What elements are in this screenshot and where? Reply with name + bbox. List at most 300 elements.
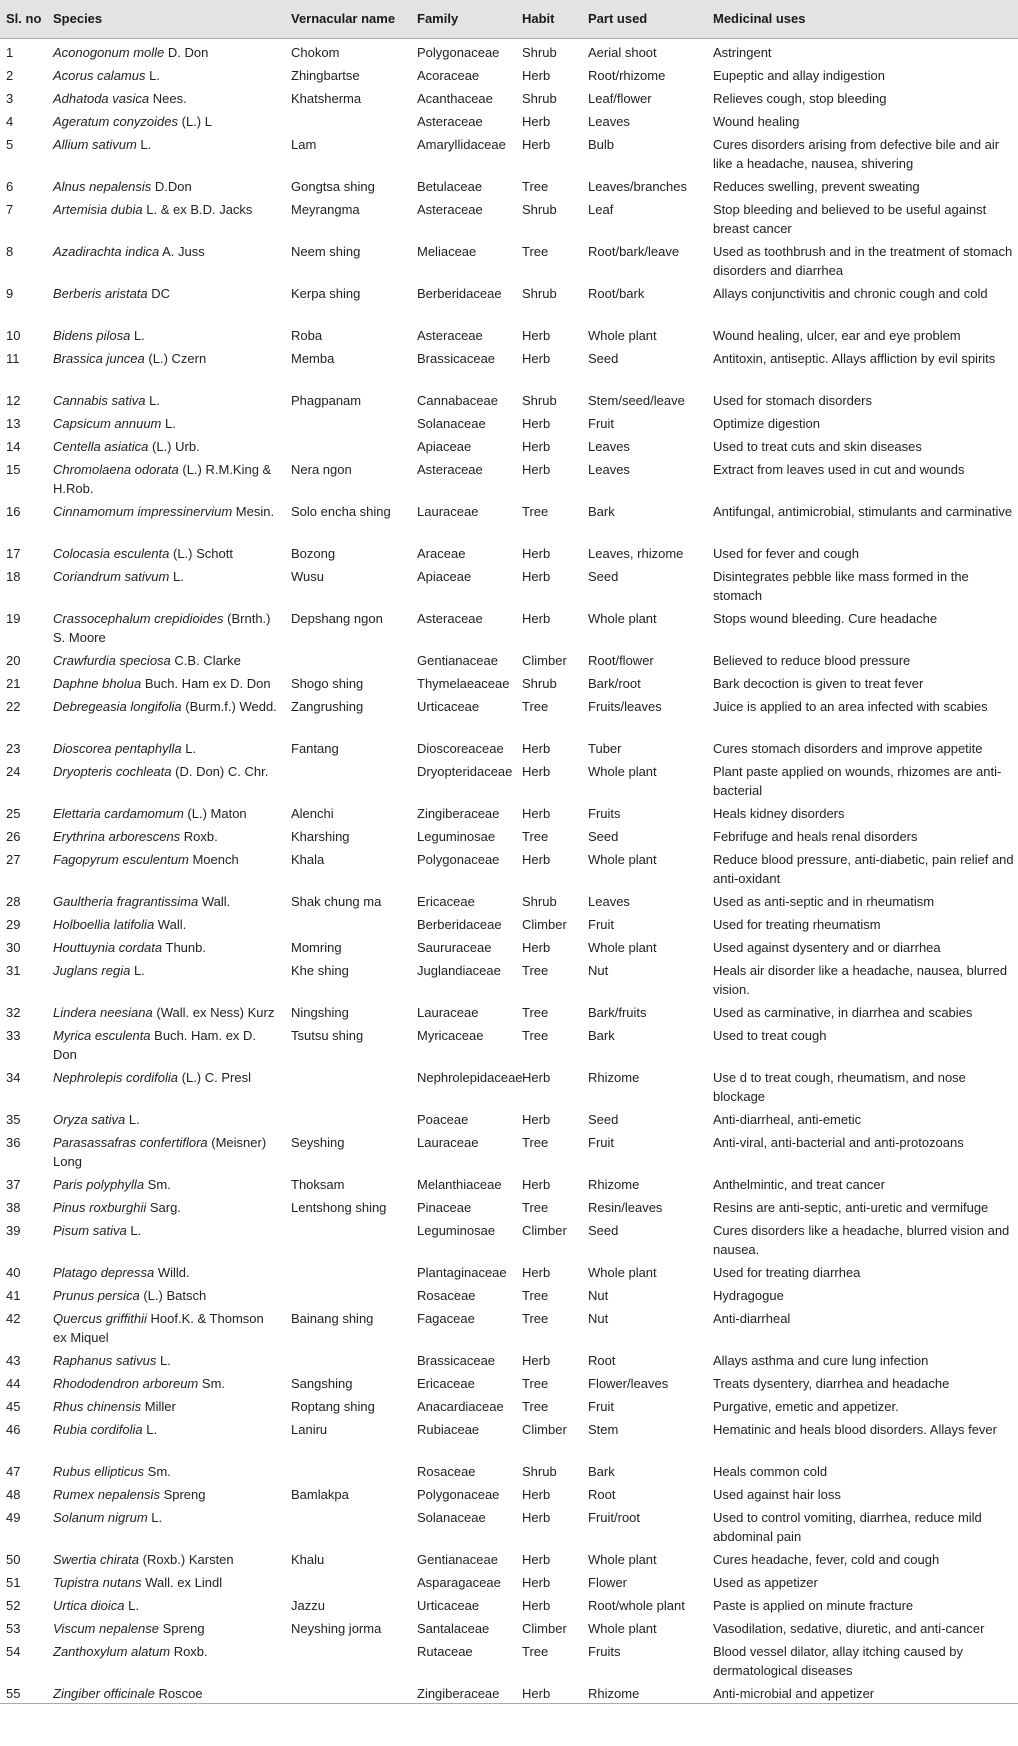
sl-no-cell: 1 (6, 44, 14, 60)
family-cell: Ericaceae (417, 893, 475, 909)
table-row (0, 62, 1018, 85)
header-sl-no: Sl. no (0, 0, 47, 38)
table-row (0, 1171, 1018, 1194)
part-used-cell: Rhizome (588, 1176, 640, 1192)
family-cell: Rosaceae (417, 1287, 476, 1303)
species-authority: Roscoe (158, 1685, 203, 1701)
sl-no-cell: 26 (6, 828, 21, 844)
species-authority: Thunb. (165, 939, 206, 955)
table-row (0, 1347, 1018, 1370)
part-used-cell: Seed (588, 828, 619, 844)
species-authority: Sm. (201, 1375, 226, 1391)
table-row (0, 888, 1018, 911)
habit-cell: Herb (522, 1597, 551, 1613)
vernacular-name-cell: Seyshing (291, 1134, 345, 1150)
habit-cell: Tree (522, 1375, 549, 1391)
family-cell: Fagaceae (417, 1310, 475, 1326)
sl-no-cell: 5 (6, 136, 14, 152)
species-authority: (L.) R.M.King & H.Rob. (53, 461, 272, 496)
species-authority: Wall. (201, 893, 231, 909)
sl-no-cell: 28 (6, 893, 21, 909)
family-cell: Araceae (417, 545, 466, 561)
medicinal-uses-cell: Antitoxin, antiseptic. Allays affliction by evil spirits (713, 350, 996, 366)
medicinal-uses-cell: Heals air disorder like a headache, nausea, blurred vision. (713, 962, 1008, 997)
vernacular-name-cell: Zangrushing (291, 698, 364, 714)
vernacular-name-cell (285, 1106, 411, 1129)
header-part-used: Part used (582, 0, 707, 38)
table-row (0, 846, 1018, 888)
vernacular-name-cell (285, 647, 411, 670)
family-cell: Melanthiaceae (417, 1176, 502, 1192)
species-name: Rubia cordifolia (53, 1421, 143, 1437)
medicinal-uses-cell: Anti-diarrheal (713, 1310, 791, 1326)
part-used-cell: Leaves (588, 438, 630, 454)
sl-no-cell: 14 (6, 438, 21, 454)
sl-no-cell: 45 (6, 1398, 21, 1414)
species-name: Pinus roxburghii (53, 1199, 147, 1215)
habit-cell: Herb (522, 415, 551, 431)
family-cell: Meliaceae (417, 243, 477, 259)
vernacular-name-cell: Chokom (291, 44, 340, 60)
part-used-cell: Fruits (588, 805, 621, 821)
table-row (0, 605, 1018, 647)
species-name: Solanum nigrum (53, 1509, 148, 1525)
habit-cell: Herb (522, 1352, 551, 1368)
medicinal-uses-cell: Plant paste applied on wounds, rhizomes are anti-bacterial (713, 763, 1002, 798)
table-row (0, 498, 1018, 540)
species-authority: L. (151, 1509, 163, 1525)
sl-no-cell: 31 (6, 962, 21, 978)
vernacular-name-cell: Khatsherma (291, 90, 362, 106)
part-used-cell: Fruit (588, 1134, 614, 1150)
species-name: Zanthoxylum alatum (53, 1643, 171, 1659)
part-used-cell: Rhizome (588, 1069, 640, 1085)
species-authority: L. (140, 136, 152, 152)
table-row (0, 693, 1018, 735)
vernacular-name-cell: Roba (291, 327, 323, 343)
species-cell (47, 1282, 285, 1305)
species-name: Nephrolepis cordifolia (53, 1069, 179, 1085)
species-name: Holboellia latifolia (53, 916, 155, 932)
species-cell (47, 108, 285, 131)
part-used-cell: Seed (588, 568, 619, 584)
habit-cell: Shrub (522, 1463, 557, 1479)
species-authority: (Burm.f.) Wedd. (185, 698, 277, 714)
habit-cell: Shrub (522, 285, 557, 301)
sl-no-cell: 20 (6, 652, 21, 668)
table-row (0, 85, 1018, 108)
table-row (0, 1546, 1018, 1569)
family-cell: Asteraceae (417, 610, 483, 626)
sl-no-cell: 10 (6, 327, 21, 343)
species-name: Crawfurdia speciosa (53, 652, 171, 668)
sl-no-cell: 2 (6, 67, 14, 83)
family-cell: Brassicaceae (417, 1352, 496, 1368)
family-cell: Leguminosae (417, 828, 496, 844)
species-authority: L. (130, 1222, 142, 1238)
family-cell: Poaceae (417, 1111, 469, 1127)
vernacular-name-cell (285, 433, 411, 456)
species-name: Tupistra nutans (53, 1574, 142, 1590)
part-used-cell: Root/bark (588, 285, 645, 301)
family-cell: Betulaceae (417, 178, 483, 194)
species-name: Centella asiatica (53, 438, 149, 454)
table-row (0, 1217, 1018, 1259)
family-cell: Dioscoreaceae (417, 740, 504, 756)
species-cell (47, 647, 285, 670)
part-used-cell: Stem (588, 1421, 619, 1437)
species-name: Dryopteris cochleata (53, 763, 172, 779)
family-cell: Lauraceae (417, 1134, 479, 1150)
sl-no-cell: 36 (6, 1134, 21, 1150)
sl-no-cell: 37 (6, 1176, 21, 1192)
habit-cell: Herb (522, 568, 551, 584)
species-authority: Mesin. (235, 503, 275, 519)
part-used-cell: Tuber (588, 740, 622, 756)
species-cell (47, 85, 285, 108)
species-name: Rhododendron arboreum (53, 1375, 199, 1391)
vernacular-name-cell (285, 1638, 411, 1680)
habit-cell: Herb (522, 1069, 551, 1085)
table-row (0, 735, 1018, 758)
habit-cell: Tree (522, 1287, 549, 1303)
species-authority: L. & ex B.D. Jacks (146, 201, 253, 217)
part-used-cell: Stem/seed/leave (588, 392, 685, 408)
species-cell (47, 1393, 285, 1416)
vernacular-name-cell: Lentshong shing (291, 1199, 387, 1215)
part-used-cell: Leaves (588, 893, 630, 909)
medicinal-uses-cell: Vasodilation, sedative, diuretic, and anti-cancer (713, 1620, 985, 1636)
family-cell: Solanaceae (417, 415, 486, 431)
sl-no-cell: 41 (6, 1287, 21, 1303)
species-authority: Sm. (147, 1463, 171, 1479)
family-cell: Nephrolepidaceae (417, 1069, 523, 1085)
habit-cell: Herb (522, 851, 551, 867)
species-name: Elettaria cardamomum (53, 805, 184, 821)
sl-no-cell: 29 (6, 916, 21, 932)
part-used-cell: Fruit/root (588, 1509, 641, 1525)
medicinal-uses-cell: Stop bleeding and believed to be useful against breast cancer (713, 201, 987, 236)
species-name: Aconogonum molle (53, 44, 165, 60)
species-cell (47, 410, 285, 433)
sl-no-cell: 16 (6, 503, 21, 519)
species-name: Quercus griffithii (53, 1310, 147, 1326)
table-row (0, 934, 1018, 957)
species-cell (47, 999, 285, 1022)
species-name: Paris polyphylla (53, 1176, 145, 1192)
sl-no-cell: 51 (6, 1574, 21, 1590)
species-authority: L. (128, 1111, 140, 1127)
part-used-cell: Nut (588, 1287, 609, 1303)
vernacular-name-cell: Solo encha shing (291, 503, 391, 519)
medicinal-uses-cell: Anthelmintic, and treat cancer (713, 1176, 885, 1192)
medicinal-uses-cell: Allays asthma and cure lung infection (713, 1352, 929, 1368)
species-cell (47, 1458, 285, 1481)
table-row (0, 1305, 1018, 1347)
family-cell: Solanaceae (417, 1509, 486, 1525)
sl-no-cell: 4 (6, 113, 14, 129)
medicinal-uses-cell: Optimize digestion (713, 415, 820, 431)
species-authority: L. (133, 327, 145, 343)
vernacular-name-cell (285, 1347, 411, 1370)
species-cell (47, 1022, 285, 1064)
habit-cell: Tree (522, 503, 549, 519)
medicinal-uses-cell: Used as toothbrush and in the treatment of stomach disorders and diarrhea (713, 243, 1013, 278)
species-authority: L. (185, 740, 197, 756)
species-cell (47, 1305, 285, 1347)
species-name: Artemisia dubia (53, 201, 143, 217)
table-row (0, 999, 1018, 1022)
medicinal-uses-cell: Disintegrates pebble like mass formed in the stomach (713, 568, 969, 603)
medicinal-uses-cell: Juice is applied to an area infected with scabies (713, 698, 988, 714)
family-cell: Amaryllidaceae (417, 136, 506, 152)
habit-cell: Tree (522, 1134, 549, 1150)
sl-no-cell: 46 (6, 1421, 21, 1437)
table-row (0, 345, 1018, 387)
header-family: Family (411, 0, 516, 38)
species-name: Raphanus sativus (53, 1352, 157, 1368)
sl-no-cell: 3 (6, 90, 14, 106)
medicinal-uses-cell: Use d to treat cough, rheumatism, and nose blockage (713, 1069, 966, 1104)
sl-no-cell: 21 (6, 675, 21, 691)
species-cell (47, 498, 285, 540)
species-authority: Willd. (157, 1264, 190, 1280)
medicinal-uses-cell: Antifungal, antimicrobial, stimulants and carminative (713, 503, 1013, 519)
species-cell (47, 456, 285, 498)
species-authority: Spreng (163, 1486, 206, 1502)
species-cell (47, 1194, 285, 1217)
habit-cell: Herb (522, 113, 551, 129)
sl-no-cell: 13 (6, 415, 21, 431)
family-cell: Rosaceae (417, 1463, 476, 1479)
habit-cell: Shrub (522, 893, 557, 909)
vernacular-name-cell (285, 1458, 411, 1481)
table-row (0, 647, 1018, 670)
family-cell: Asteraceae (417, 113, 483, 129)
table-row (0, 196, 1018, 238)
part-used-cell: Flower/leaves (588, 1375, 669, 1391)
vernacular-name-cell: Shak chung ma (291, 893, 382, 909)
family-cell: Acanthaceae (417, 90, 493, 106)
part-used-cell: Fruits (588, 1643, 621, 1659)
species-cell (47, 563, 285, 605)
species-cell (47, 1064, 285, 1106)
vernacular-name-cell (285, 1259, 411, 1282)
medicinal-uses-cell: Treats dysentery, diarrhea and headache (713, 1375, 950, 1391)
family-cell: Lauraceae (417, 1004, 479, 1020)
part-used-cell: Root/whole plant (588, 1597, 685, 1613)
species-authority: (L.) Batsch (143, 1287, 207, 1303)
table-row (0, 823, 1018, 846)
part-used-cell: Flower (588, 1574, 628, 1590)
species-name: Houttuynia cordata (53, 939, 163, 955)
medicinal-uses-cell: Used to treat cuts and skin diseases (713, 438, 922, 454)
medicinal-uses-cell: Reduces swelling, prevent sweating (713, 178, 920, 194)
vernacular-name-cell: Kerpa shing (291, 285, 361, 301)
medicinal-uses-cell: Heals common cold (713, 1463, 828, 1479)
species-cell (47, 670, 285, 693)
sl-no-cell: 53 (6, 1620, 21, 1636)
species-name: Colocasia esculenta (53, 545, 170, 561)
medicinal-uses-cell: Cures disorders arising from defective bile and air like a headache, nausea, shivering (713, 136, 1000, 171)
species-name: Myrica esculenta (53, 1027, 151, 1043)
species-name: Zingiber officinale (53, 1685, 155, 1701)
family-cell: Rubiaceae (417, 1421, 480, 1437)
species-authority: Roxb. (173, 1643, 208, 1659)
table-row (0, 1064, 1018, 1106)
sl-no-cell: 12 (6, 392, 21, 408)
species-authority: Sarg. (149, 1199, 181, 1215)
part-used-cell: Leaf/flower (588, 90, 652, 106)
vernacular-name-cell: Laniru (291, 1421, 328, 1437)
part-used-cell: Resin/leaves (588, 1199, 663, 1215)
sl-no-cell: 55 (0, 1680, 47, 1704)
habit-cell: Herb (522, 1111, 551, 1127)
medicinal-uses-cell: Stops wound bleeding. Cure headache (713, 610, 938, 626)
habit-cell: Climber (522, 1421, 567, 1437)
species-cell (47, 1171, 285, 1194)
medicinal-uses-cell: Wound healing, ulcer, ear and eye problem (713, 327, 961, 343)
species-cell (47, 38, 285, 62)
habit-cell: Tree (522, 828, 549, 844)
medicinal-uses-cell: Relieves cough, stop bleeding (713, 90, 887, 106)
part-used-cell: Leaf (588, 201, 614, 217)
table-row (0, 322, 1018, 345)
species-authority: Wall. ex Lindl (145, 1574, 223, 1590)
sl-no-cell: 18 (6, 568, 21, 584)
vernacular-name-cell: Roptang shing (291, 1398, 375, 1414)
sl-no-cell: 40 (6, 1264, 21, 1280)
species-authority: Sm. (147, 1176, 171, 1192)
table-row (0, 1481, 1018, 1504)
species-authority: (L.) Schott (172, 545, 233, 561)
sl-no-cell: 32 (6, 1004, 21, 1020)
part-used-cell: Aerial shoot (588, 44, 657, 60)
family-cell: Apiaceae (417, 438, 472, 454)
vernacular-name-cell: Momring (291, 939, 342, 955)
table-row (0, 1615, 1018, 1638)
species-cell (47, 605, 285, 647)
vernacular-name-cell: Tsutsu shing (291, 1027, 364, 1043)
habit-cell: Herb (522, 939, 551, 955)
table-row (0, 238, 1018, 280)
part-used-cell: Bark (588, 1463, 615, 1479)
table-row (0, 1129, 1018, 1171)
vernacular-name-cell: Fantang (291, 740, 339, 756)
medicinal-uses-cell: Paste is applied on minute fracture (713, 1597, 914, 1613)
species-cell (47, 345, 285, 387)
habit-cell: Tree (522, 1643, 549, 1659)
family-cell: Asteraceae (417, 461, 483, 477)
sl-no-cell: 17 (6, 545, 21, 561)
species-name: Bidens pilosa (53, 327, 131, 343)
species-authority: (Brnth.) S. Moore (53, 610, 271, 645)
vernacular-name-cell: Neyshing jorma (291, 1620, 382, 1636)
vernacular-name-cell: Thoksam (291, 1176, 345, 1192)
species-authority: DC (151, 285, 171, 301)
species-name: Coriandrum sativum (53, 568, 170, 584)
species-authority: Buch. Ham. ex D. Don (53, 1027, 257, 1062)
species-authority: Wall. (157, 916, 187, 932)
part-used-cell: Bark/fruits (588, 1004, 647, 1020)
table-row (0, 1592, 1018, 1615)
species-authority: (L.) Czern (148, 350, 207, 366)
vernacular-name-cell (285, 108, 411, 131)
medicinal-uses-cell: Anti-diarrheal, anti-emetic (713, 1111, 862, 1127)
vernacular-name-cell (285, 1217, 411, 1259)
species-cell (47, 131, 285, 173)
vernacular-name-cell: Gongtsa shing (291, 178, 375, 194)
family-cell: Asparagaceae (417, 1574, 501, 1590)
habit-cell: Herb (522, 1574, 551, 1590)
species-authority: Buch. Ham ex D. Don (144, 675, 271, 691)
medicinal-uses-cell: Believed to reduce blood pressure (713, 652, 911, 668)
vernacular-name-cell: Nera ngon (291, 461, 352, 477)
medicinal-uses-cell: Astringent (713, 44, 772, 60)
species-authority: D. Don (167, 44, 209, 60)
medicinal-uses-cell: Cures headache, fever, cold and cough (713, 1551, 940, 1567)
species-name: Rhus chinensis (53, 1398, 142, 1414)
family-cell: Juglandiaceae (417, 962, 501, 978)
medicinal-uses-cell: Resins are anti-septic, anti-uretic and vermifuge (713, 1199, 989, 1215)
medicinal-uses-cell: Bark decoction is given to treat fever (713, 675, 924, 691)
sl-no-cell: 24 (6, 763, 21, 779)
sl-no-cell: 6 (6, 178, 14, 194)
family-cell: Polygonaceae (417, 851, 500, 867)
sl-no-cell: 9 (6, 285, 14, 301)
table-row (0, 1458, 1018, 1481)
species-authority: (Wall. ex Ness) Kurz (156, 1004, 275, 1020)
medicinal-uses-cell: Wound healing (713, 113, 800, 129)
medicinal-uses-cell: Used to treat cough (713, 1027, 827, 1043)
species-name: Crassocephalum crepidioides (53, 610, 224, 626)
table-row (0, 1680, 1018, 1704)
family-cell: Ericaceae (417, 1375, 475, 1391)
species-cell (47, 1347, 285, 1370)
sl-no-cell: 38 (6, 1199, 21, 1215)
header-medicinal-uses: Medicinal uses (707, 0, 1018, 38)
sl-no-cell: 27 (6, 851, 21, 867)
species-authority: L. (146, 1421, 158, 1437)
species-cell (47, 1481, 285, 1504)
sl-no-cell: 25 (6, 805, 21, 821)
part-used-cell: Rhizome (582, 1680, 707, 1704)
vernacular-name-cell: Ningshing (291, 1004, 349, 1020)
table-row (0, 1393, 1018, 1416)
species-cell (47, 433, 285, 456)
species-name: Berberis aristata (53, 285, 148, 301)
habit-cell: Herb (522, 740, 551, 756)
vernacular-name-cell (285, 410, 411, 433)
table-header (0, 0, 1018, 38)
vernacular-name-cell: Kharshing (291, 828, 350, 844)
table-row (0, 1416, 1018, 1458)
part-used-cell: Whole plant (588, 610, 657, 626)
part-used-cell: Root/bark/leave (588, 243, 680, 259)
medicinal-uses-cell: Used to control vomiting, diarrhea, reduce mild abdominal pain (713, 1509, 982, 1544)
family-cell: Acoraceae (417, 67, 480, 83)
species-authority: C.B. Clarke (174, 652, 241, 668)
habit-cell: Tree (522, 178, 549, 194)
species-cell (47, 1638, 285, 1680)
habit-cell: Herb (522, 763, 551, 779)
species-authority: (L.) L (181, 113, 212, 129)
medicinal-uses-cell: Allays conjunctivitis and chronic cough and cold (713, 285, 988, 301)
part-used-cell: Root (588, 1486, 616, 1502)
family-cell: Urticaceae (417, 1597, 480, 1613)
species-name: Lindera neesiana (53, 1004, 153, 1020)
sl-no-cell: 39 (6, 1222, 21, 1238)
